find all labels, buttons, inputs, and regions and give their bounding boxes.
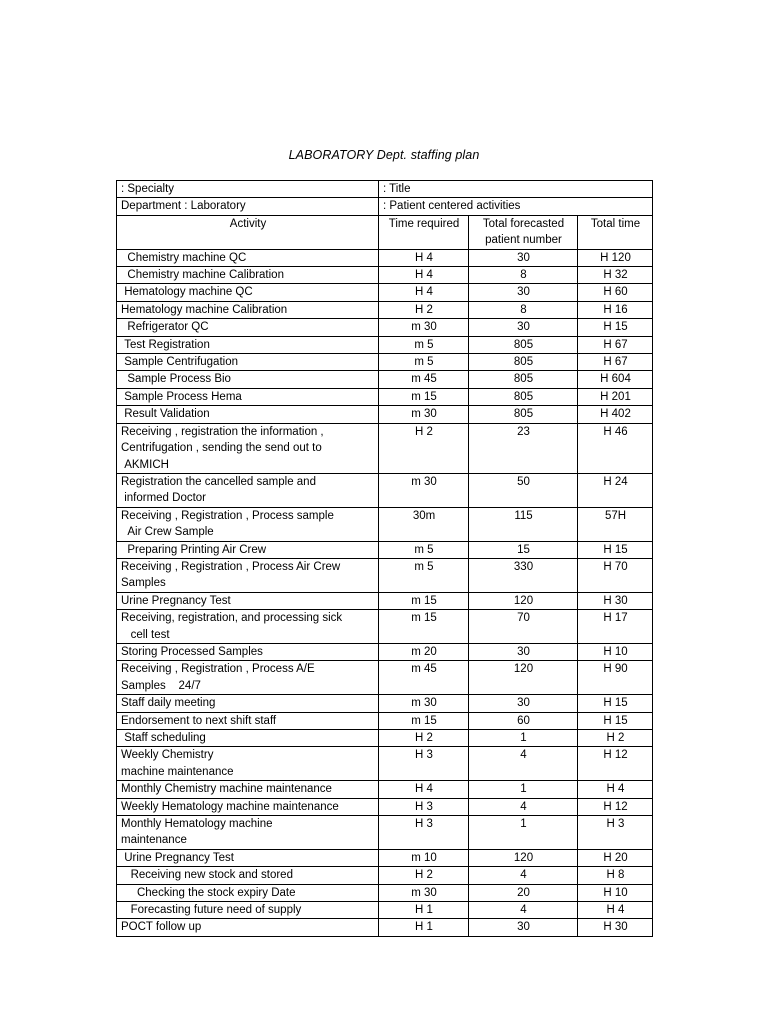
total-time-cell: H 16 bbox=[578, 301, 653, 318]
total-time-cell: H 3 bbox=[578, 816, 653, 850]
table-row bbox=[117, 388, 653, 405]
total-time-cell: H 46 bbox=[578, 423, 653, 473]
activity-cell: Preparing Printing Air Crew bbox=[117, 541, 379, 558]
activity-cell: Chemistry machine QC bbox=[117, 249, 379, 266]
time-required-cell: H 1 bbox=[379, 902, 469, 919]
total-time-cell: H 201 bbox=[578, 388, 653, 405]
activity-cell: Hematology machine QC bbox=[117, 284, 379, 301]
time-required-cell: m 5 bbox=[379, 558, 469, 592]
patient-number-cell: 1 bbox=[469, 730, 578, 747]
patient-number-cell: 4 bbox=[469, 798, 578, 815]
total-time-cell: H 12 bbox=[578, 747, 653, 781]
time-required-cell: m 30 bbox=[379, 406, 469, 423]
table-row bbox=[117, 798, 653, 815]
patient-number-cell: 4 bbox=[469, 747, 578, 781]
patient-number-cell: 30 bbox=[469, 919, 578, 936]
total-time-cell: H 8 bbox=[578, 867, 653, 884]
table-row bbox=[117, 354, 653, 371]
patient-number-cell: 30 bbox=[469, 319, 578, 336]
activity-cell: Refrigerator QC bbox=[117, 319, 379, 336]
patient-number-cell: 805 bbox=[469, 388, 578, 405]
total-time-cell: H 4 bbox=[578, 781, 653, 798]
patient-number-cell: 8 bbox=[469, 267, 578, 284]
activity-cell: Forecasting future need of supply bbox=[117, 902, 379, 919]
patient-number-cell: 1 bbox=[469, 781, 578, 798]
activity-cell: Sample Process Hema bbox=[117, 388, 379, 405]
total-time-cell: H 20 bbox=[578, 849, 653, 866]
time-required-cell: m 20 bbox=[379, 643, 469, 660]
time-required-cell: H 1 bbox=[379, 919, 469, 936]
table-row bbox=[117, 643, 653, 660]
total-time-cell: H 15 bbox=[578, 712, 653, 729]
table-row bbox=[117, 267, 653, 284]
activity-cell: Registration the cancelled sample and informed Doctor bbox=[117, 473, 379, 507]
activity-cell: Receiving , registration the information , Centrifugation , sending the send out to AKMICH bbox=[117, 423, 379, 473]
patient-number-cell: 50 bbox=[469, 473, 578, 507]
table-row bbox=[117, 592, 653, 609]
total-time-cell: H 32 bbox=[578, 267, 653, 284]
table-row bbox=[117, 747, 653, 781]
patient-number-cell: 120 bbox=[469, 661, 578, 695]
time-required-cell: H 3 bbox=[379, 816, 469, 850]
time-required-cell: m 5 bbox=[379, 541, 469, 558]
total-time-cell: H 67 bbox=[578, 336, 653, 353]
total-time-cell: H 402 bbox=[578, 406, 653, 423]
total-time-cell: H 24 bbox=[578, 473, 653, 507]
table-row bbox=[117, 867, 653, 884]
table-row bbox=[117, 558, 653, 592]
activity-cell: Monthly Chemistry machine maintenance bbox=[117, 781, 379, 798]
patient-number-cell: 30 bbox=[469, 249, 578, 266]
time-required-cell: m 30 bbox=[379, 473, 469, 507]
activity-cell: Endorsement to next shift staff bbox=[117, 712, 379, 729]
total-time-cell: H 10 bbox=[578, 884, 653, 901]
patient-number-cell: 805 bbox=[469, 354, 578, 371]
total-time-cell: H 15 bbox=[578, 319, 653, 336]
activity-cell: Sample Process Bio bbox=[117, 371, 379, 388]
table-row bbox=[117, 610, 653, 644]
activity-cell: Storing Processed Samples bbox=[117, 643, 379, 660]
table-row bbox=[117, 730, 653, 747]
patient-number-cell: 330 bbox=[469, 558, 578, 592]
activity-cell: Chemistry machine Calibration bbox=[117, 267, 379, 284]
activity-cell: Receiving , Registration , Process sample Air Crew Sample bbox=[117, 507, 379, 541]
activity-cell: Hematology machine Calibration bbox=[117, 301, 379, 318]
total-time-cell: H 15 bbox=[578, 541, 653, 558]
time-required-cell: H 3 bbox=[379, 798, 469, 815]
patient-number-cell: 30 bbox=[469, 284, 578, 301]
table-row bbox=[117, 423, 653, 473]
time-required-cell: m 45 bbox=[379, 661, 469, 695]
department-cell: Department : Laboratory bbox=[117, 198, 379, 215]
time-required-cell: H 4 bbox=[379, 267, 469, 284]
time-required-cell: H 2 bbox=[379, 301, 469, 318]
column-header-total: Total time bbox=[578, 215, 653, 249]
patient-number-cell: 1 bbox=[469, 816, 578, 850]
activity-cell: Weekly Chemistry machine maintenance bbox=[117, 747, 379, 781]
specialty-cell: : Specialty bbox=[117, 181, 379, 198]
patient-number-cell: 60 bbox=[469, 712, 578, 729]
table-row bbox=[117, 849, 653, 866]
time-required-cell: H 4 bbox=[379, 781, 469, 798]
total-time-cell: H 17 bbox=[578, 610, 653, 644]
patient-number-cell: 30 bbox=[469, 695, 578, 712]
table-row bbox=[117, 661, 653, 695]
table-row bbox=[117, 301, 653, 318]
patient-number-cell: 30 bbox=[469, 643, 578, 660]
time-required-cell: H 3 bbox=[379, 747, 469, 781]
time-required-cell: H 2 bbox=[379, 730, 469, 747]
total-time-cell: H 12 bbox=[578, 798, 653, 815]
patient-number-cell: 4 bbox=[469, 902, 578, 919]
table-row bbox=[117, 902, 653, 919]
table-row bbox=[117, 319, 653, 336]
time-required-cell: m 15 bbox=[379, 388, 469, 405]
patient-number-cell: 4 bbox=[469, 867, 578, 884]
activities-type-cell: : Patient centered activities bbox=[379, 198, 653, 215]
activity-cell: Receiving , Registration , Process Air Crew Samples bbox=[117, 558, 379, 592]
table-row bbox=[117, 781, 653, 798]
document-title: LABORATORY Dept. staffing plan bbox=[288, 148, 480, 162]
time-required-cell: m 5 bbox=[379, 354, 469, 371]
table-row bbox=[117, 919, 653, 936]
table-row bbox=[117, 541, 653, 558]
column-header-time: Time required bbox=[379, 215, 469, 249]
time-required-cell: m 15 bbox=[379, 712, 469, 729]
patient-number-cell: 805 bbox=[469, 336, 578, 353]
time-required-cell: m 30 bbox=[379, 319, 469, 336]
time-required-cell: H 4 bbox=[379, 249, 469, 266]
table-row bbox=[117, 473, 653, 507]
patient-number-cell: 120 bbox=[469, 592, 578, 609]
total-time-cell: H 70 bbox=[578, 558, 653, 592]
activity-cell: Receiving , Registration , Process A/E Samples 24/7 bbox=[117, 661, 379, 695]
time-required-cell: m 5 bbox=[379, 336, 469, 353]
time-required-cell: m 45 bbox=[379, 371, 469, 388]
activity-cell: POCT follow up bbox=[117, 919, 379, 936]
time-required-cell: m 15 bbox=[379, 610, 469, 644]
patient-number-cell: 120 bbox=[469, 849, 578, 866]
title-label-cell: : Title bbox=[379, 181, 653, 198]
table-row bbox=[117, 884, 653, 901]
table-row bbox=[117, 816, 653, 850]
total-time-cell: H 60 bbox=[578, 284, 653, 301]
activity-cell: Monthly Hematology machine maintenance bbox=[117, 816, 379, 850]
activity-cell: Receiving new stock and stored bbox=[117, 867, 379, 884]
table-row bbox=[117, 406, 653, 423]
time-required-cell: H 2 bbox=[379, 867, 469, 884]
total-time-cell: 57H bbox=[578, 507, 653, 541]
patient-number-cell: 20 bbox=[469, 884, 578, 901]
time-required-cell: 30m bbox=[379, 507, 469, 541]
activity-cell: Urine Pregnancy Test bbox=[117, 849, 379, 866]
activity-cell: Staff scheduling bbox=[117, 730, 379, 747]
table-row bbox=[117, 507, 653, 541]
time-required-cell: H 4 bbox=[379, 284, 469, 301]
patient-number-cell: 8 bbox=[469, 301, 578, 318]
patient-number-cell: 15 bbox=[469, 541, 578, 558]
staffing-plan-table bbox=[116, 180, 653, 937]
table-row bbox=[117, 249, 653, 266]
total-time-cell: H 30 bbox=[578, 592, 653, 609]
activity-cell: Checking the stock expiry Date bbox=[117, 884, 379, 901]
patient-number-cell: 115 bbox=[469, 507, 578, 541]
column-header-activity: Activity bbox=[117, 215, 379, 249]
total-time-cell: H 10 bbox=[578, 643, 653, 660]
activity-cell: Test Registration bbox=[117, 336, 379, 353]
table-row bbox=[117, 371, 653, 388]
total-time-cell: H 67 bbox=[578, 354, 653, 371]
time-required-cell: m 30 bbox=[379, 884, 469, 901]
column-header-forecast: Total forecasted patient number bbox=[469, 215, 578, 249]
total-time-cell: H 4 bbox=[578, 902, 653, 919]
activity-cell: Sample Centrifugation bbox=[117, 354, 379, 371]
activity-cell: Weekly Hematology machine maintenance bbox=[117, 798, 379, 815]
activity-cell: Receiving, registration, and processing sick cell test bbox=[117, 610, 379, 644]
table-row bbox=[117, 695, 653, 712]
total-time-cell: H 90 bbox=[578, 661, 653, 695]
table-row bbox=[117, 712, 653, 729]
total-time-cell: H 30 bbox=[578, 919, 653, 936]
patient-number-cell: 805 bbox=[469, 406, 578, 423]
activity-cell: Staff daily meeting bbox=[117, 695, 379, 712]
patient-number-cell: 70 bbox=[469, 610, 578, 644]
total-time-cell: H 120 bbox=[578, 249, 653, 266]
time-required-cell: m 15 bbox=[379, 592, 469, 609]
activity-cell: Result Validation bbox=[117, 406, 379, 423]
total-time-cell: H 15 bbox=[578, 695, 653, 712]
table-column-header-row bbox=[117, 215, 653, 249]
time-required-cell: H 2 bbox=[379, 423, 469, 473]
total-time-cell: H 2 bbox=[578, 730, 653, 747]
total-time-cell: H 604 bbox=[578, 371, 653, 388]
patient-number-cell: 23 bbox=[469, 423, 578, 473]
table-header-row-department bbox=[117, 198, 653, 215]
table-header-row-specialty bbox=[117, 181, 653, 198]
activity-cell: Urine Pregnancy Test bbox=[117, 592, 379, 609]
time-required-cell: m 30 bbox=[379, 695, 469, 712]
patient-number-cell: 805 bbox=[469, 371, 578, 388]
table-row bbox=[117, 284, 653, 301]
time-required-cell: m 10 bbox=[379, 849, 469, 866]
table-row bbox=[117, 336, 653, 353]
